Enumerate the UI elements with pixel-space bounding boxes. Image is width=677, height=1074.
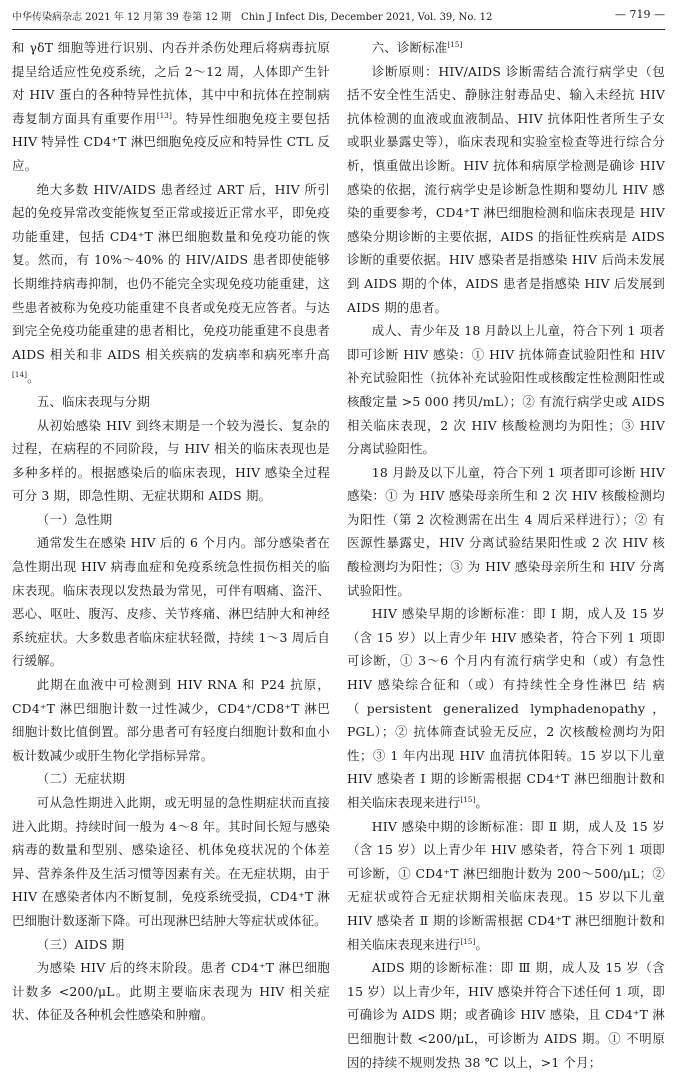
running-header (12, 8, 665, 23)
paragraph: 诊断原则：HIV/AIDS 诊断需结合流行病学史（包括不安全性生活史、静脉注射毒品史、输入未经抗 HIV 抗体检测的血液或血液制品、HIV 抗体阳性者所生子女或职业暴露史等），临床表现和实验室检查等进行综合分析，慎重做出诊断。HIV 抗体和病原学检测是确诊 HIV 感染的依据，流行病学史是诊断急性期和婴幼儿 HIV 感染的重要参考，CD4⁺T 淋巴细胞检测和临床表现是 HIV 感染分期诊断的主要依据，AIDS 的指征性疾病是 AIDS 诊断的重要依据。HIV 感染者是指感染 HIV 后尚未发展到 AIDS 期的个体，AIDS 患者是指感染 HIV 后发展到 AIDS 期的患者。 (347, 63, 665, 315)
citation-ref: [13] (156, 111, 172, 120)
page-number: — 719 — (615, 8, 665, 21)
journal-citation: 中华传染病杂志 2021 年 12 月第 39 卷第 12 期 Chin J Infect Dis, December 2021, Vol. 39, No. 12 (12, 12, 493, 23)
paragraph: 从初始感染 HIV 到终末期是一个较为漫长、复杂的过程，在病程的不同阶段，与 HIV 相关的临床表现也是多种多样的。根据感染后的临床表现，HIV 感染全过程可分 3 期，即急性期、无症状期和 AIDS 期。 (12, 417, 330, 504)
citation-ref: [14] (12, 371, 28, 380)
left-column (12, 36, 330, 1027)
section-heading: 五、临床表现与分期 (36, 393, 151, 409)
paragraph: 通常发生在感染 HIV 后的 6 个月内。部分感染者在急性期出现 HIV 病毒血症和免疫系统急性损伤相关的临床表现。临床表现以发热最为常见，可伴有咽痛、盗汗、恶心、呕吐、腹泻、皮疹、关节疼痛、淋巴结肿大和神经系统症状。大多数患者临床症状轻微，持续 1～3 周后自行缓解。 (12, 535, 330, 669)
paragraph: 成人、青少年及 18 月龄以上儿童，符合下列 1 项者即可诊断 HIV 感染：① HIV 抗体筛查试验阳性和 HIV 补充试验阳性（抗体补充试验阳性或核酸定性检测阳性或核酸定量 >5 000 拷贝/mL）；② 有流行病学史或 AIDS 相关临床表现，2 次 HIV 核酸检测均为阳性；③ HIV 分离试验阳性。 (347, 323, 665, 457)
paragraph: HIV 感染早期的诊断标准：即 Ⅰ 期，成人及 15 岁（含 15 岁）以上青少年 HIV 感染者，符合下列 1 项即可诊断，① 3～6 个月内有流行病学史和（或）有急性 HIV 感染综合征和（或）有持续性全身性淋巴 结 病（persistent generalized lymphadenopathy，PGL）；② 抗体筛查试验无反应，2 次核酸检测均为阳性；③ 1 年内出现 HIV 血清抗体阳转。15 岁以下儿童 HIV 感染者 Ⅰ 期的诊断需根据 CD4⁺T 淋巴细胞计数和相关临床表现来进行[15]。 (347, 606, 665, 810)
subsection-heading: （三）AIDS 期 (36, 936, 125, 952)
paragraph: 为感染 HIV 后的终末阶段。患者 CD4⁺T 淋巴细胞计数多 <200/μL。此期主要临床表现为 HIV 相关症状、体征及各种机会性感染和肿瘤。 (12, 960, 330, 1023)
citation-ref: [15] (460, 937, 476, 946)
subsection-heading: （二）无症状期 (36, 771, 125, 787)
right-column (347, 36, 665, 1074)
citation-ref: [15] (460, 795, 476, 804)
subsection-heading: （一）急性期 (36, 511, 113, 527)
header-rule (12, 29, 665, 30)
paragraph: 绝大多数 HIV/AIDS 患者经过 ART 后，HIV 所引起的免疫异常改变能恢复至正常或接近正常水平，即免疫功能重建，包括 CD4⁺T 淋巴细胞数量和免疫功能的恢复。然而，有 10%～40% 的 HIV/AIDS 患者即使能够长期维持病毒抑制，也仍不能完全实现免疫功能重建，这些患者被称为免疫功能重建不良者或免疫无应答者。与达到完全免疫功能重建的患者相比，免疫功能重建不良患者 AIDS 相关和非 AIDS 相关疾病的发病率和病死率升高[14]。 (12, 181, 330, 386)
paragraph: HIV 感染中期的诊断标准：即 Ⅱ 期，成人及 15 岁（含 15 岁）以上青少年 HIV 感染者，符合下列 1 项即可诊断，① CD4⁺T 淋巴细胞计数为 200～500/μL；② 无症状或符合无症状期相关临床表现。15 岁以下儿童 HIV 感染者 Ⅱ 期的诊断需根据 CD4⁺T 淋巴细胞计数和相关临床表现来进行[15]。 (347, 818, 665, 952)
paragraph: 此期在血液中可检测到 HIV RNA 和 P24 抗原，CD4⁺T 淋巴细胞计数一过性减少，CD4⁺/CD8⁺T 淋巴细胞计数比值倒置。部分患者可有轻度白细胞计数和血小板计数减少或肝生物化学指标异常。 (12, 677, 330, 763)
paragraph: 和 γδT 细胞等进行识别、内吞并杀伤处理后将病毒抗原提呈给适应性免疫系统，之后 2～12 周，人体即产生针对 HIV 蛋白的各种特异性抗体，其中中和抗体在控制病毒复制方面具有重要作用[13]。特异性细胞免疫主要包括 HIV 特异性 CD4⁺T 淋巴细胞免疫反应和特异性 CTL 反应。 (12, 40, 330, 173)
section-heading: 六、诊断标准[15] (371, 40, 463, 55)
paragraph: AIDS 期的诊断标准：即 Ⅲ 期，成人及 15 岁（含 15 岁）以上青少年，HIV 感染并符合下述任何 1 项，即可确诊为 AIDS 期；或者确诊 HIV 感染，且 CD4⁺T 淋巴细胞计数 <200/μL，可诊断为 AIDS 期。① 不明原因的持续不规则发热 38 ℃ 以上，>1 个月； (347, 960, 665, 1070)
paragraph: 可从急性期进入此期，或无明显的急性期症状而直接进入此期。持续时间一般为 4～8 年。其时间长短与感染病毒的数量和型别、感染途径、机体免疫状况的个体差异、营养条件及生活习惯等因素有关。在无症状期，由于 HIV 在感染者体内不断复制，免疫系统受损，CD4⁺T 淋巴细胞计数逐渐下降。可出现淋巴结肿大等症状或体征。 (12, 795, 330, 928)
citation-ref: [15] (447, 40, 463, 49)
paragraph: 18 月龄及以下儿童，符合下列 1 项者即可诊断 HIV 感染：① 为 HIV 感染母亲所生和 2 次 HIV 核酸检测均为阳性（第 2 次检测需在出生 4 周后采样进行）；② 有医源性暴露史，HIV 分离试验结果阳性或 2 次 HIV 核酸检测均为阳性；③ 为 HIV 感染母亲所生和 HIV 分离试验阳性。 (347, 464, 665, 598)
